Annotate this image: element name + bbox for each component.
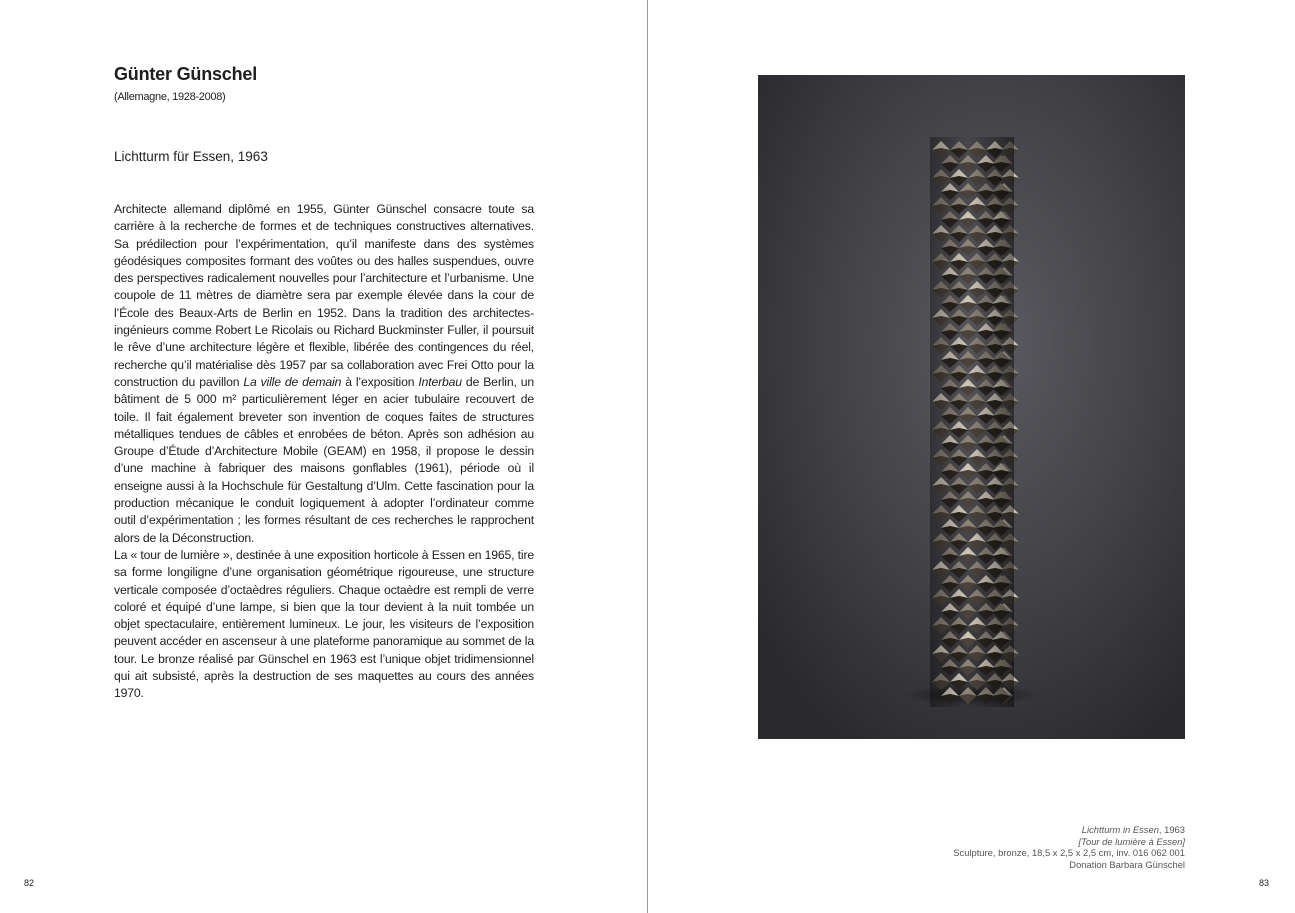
bronze-tower-sculpture-image	[758, 75, 1185, 739]
caption-details: Sculpture, bronze, 18,5 x 2,5 x 2,5 cm, inv. 016 062 001	[953, 847, 1185, 858]
photo-caption	[953, 824, 1185, 870]
artist-dates: (Allemagne, 1928-2008)	[114, 91, 226, 103]
page-number-left: 82	[24, 878, 35, 888]
paragraph-1-part-c: de Berlin, un bâtiment de 5 000 m² particulièrement léger en acier tubulaire recouvert de toile. Il fait également breveter son invention de coques faites de structures métalliques tendues de câbles et enrobées de béton. Après son adhésion au Groupe d’Étude d’Architecture Mobile (GEAM) en 1958, il propose le dessin d’une machine à fabriquer des maisons gonflables (1961), période où il enseigne aussi à la Hochschule für Gestaltung d’Ulm. Cette fascination pour la production mécanique le conduit logiquement à adopter l’ordinateur comme outil d’expérimentation ; les formes résultant de ces recherches le rapprochent alors de la Déconstruction.	[114, 374, 534, 545]
body-text	[114, 201, 534, 703]
page-number-right: 83	[1258, 878, 1269, 888]
caption-credit: Donation Barbara Günschel	[1069, 858, 1185, 870]
tower-shading	[930, 137, 1014, 707]
paragraph-1-part-b: à l’exposition	[341, 374, 419, 389]
artist-name: Günter Günschel	[114, 64, 258, 84]
caption-year: , 1963	[1158, 824, 1185, 835]
exhibition-name: Interbau	[418, 374, 462, 389]
caption-translation: [Tour de lumière à Essen]	[1078, 835, 1185, 847]
right-page	[648, 0, 1295, 913]
left-page	[0, 0, 647, 913]
sculpture-photograph	[758, 75, 1185, 739]
paragraph-2: La « tour de lumière », destinée à une exposition horticole à Essen en 1965, tire sa forme longiligne d’une organisation géométrique rigoureuse, une structure verticale composée d’octaèdres réguliers. Chaque octaèdre est rempli de verre coloré et équipé d’une lampe, si bien que la tour devient à la nuit tombée un objet spectaculaire, entièrement lumineux. Le jour, les visiteurs de l’exposition peuvent accéder en ascenseur à une plateforme panoramique au sommet de la tour. Le bronze réalisé par Günschel en 1963 est l’unique objet tridimensionnel qui ait subsisté, après la destruction de ses maquettes au cours des années 1970.	[114, 547, 534, 701]
caption-title: Lichtturm in Essen	[1081, 824, 1159, 835]
caption-title-line	[953, 824, 1185, 836]
work-title: Lichtturm für Essen, 1963	[114, 149, 268, 164]
paragraph-1-part-a: Architecte allemand diplômé en 1955, Günter Günschel consacre toute sa carrière à la recherche de formes et de techniques constructives alternatives. Sa prédilection pour l’expérimentation, qu’il manifeste dans des systèmes géodésiques composites formant des voûtes ou des halles suspendues, ouvre des perspectives radicalement nouvelles pour l’architecture et l’urbanisme. Une coupole de 11 mètres de diamètre sera par exemple élevée dans la cour de l’École des Beaux-Arts de Berlin en 1952. Dans la tradition des architectes-ingénieurs comme Robert Le Ricolais ou Richard Buckminster Fuller, il poursuit le rêve d’une architecture légère et flexible, libérée des contingences du réel, recherche qu’il matérialise dès 1957 par sa collaboration avec Frei Otto pour la construction du pavillon	[114, 202, 534, 389]
paragraph-1	[114, 201, 534, 547]
pavilion-name: La ville de demain	[243, 374, 342, 389]
